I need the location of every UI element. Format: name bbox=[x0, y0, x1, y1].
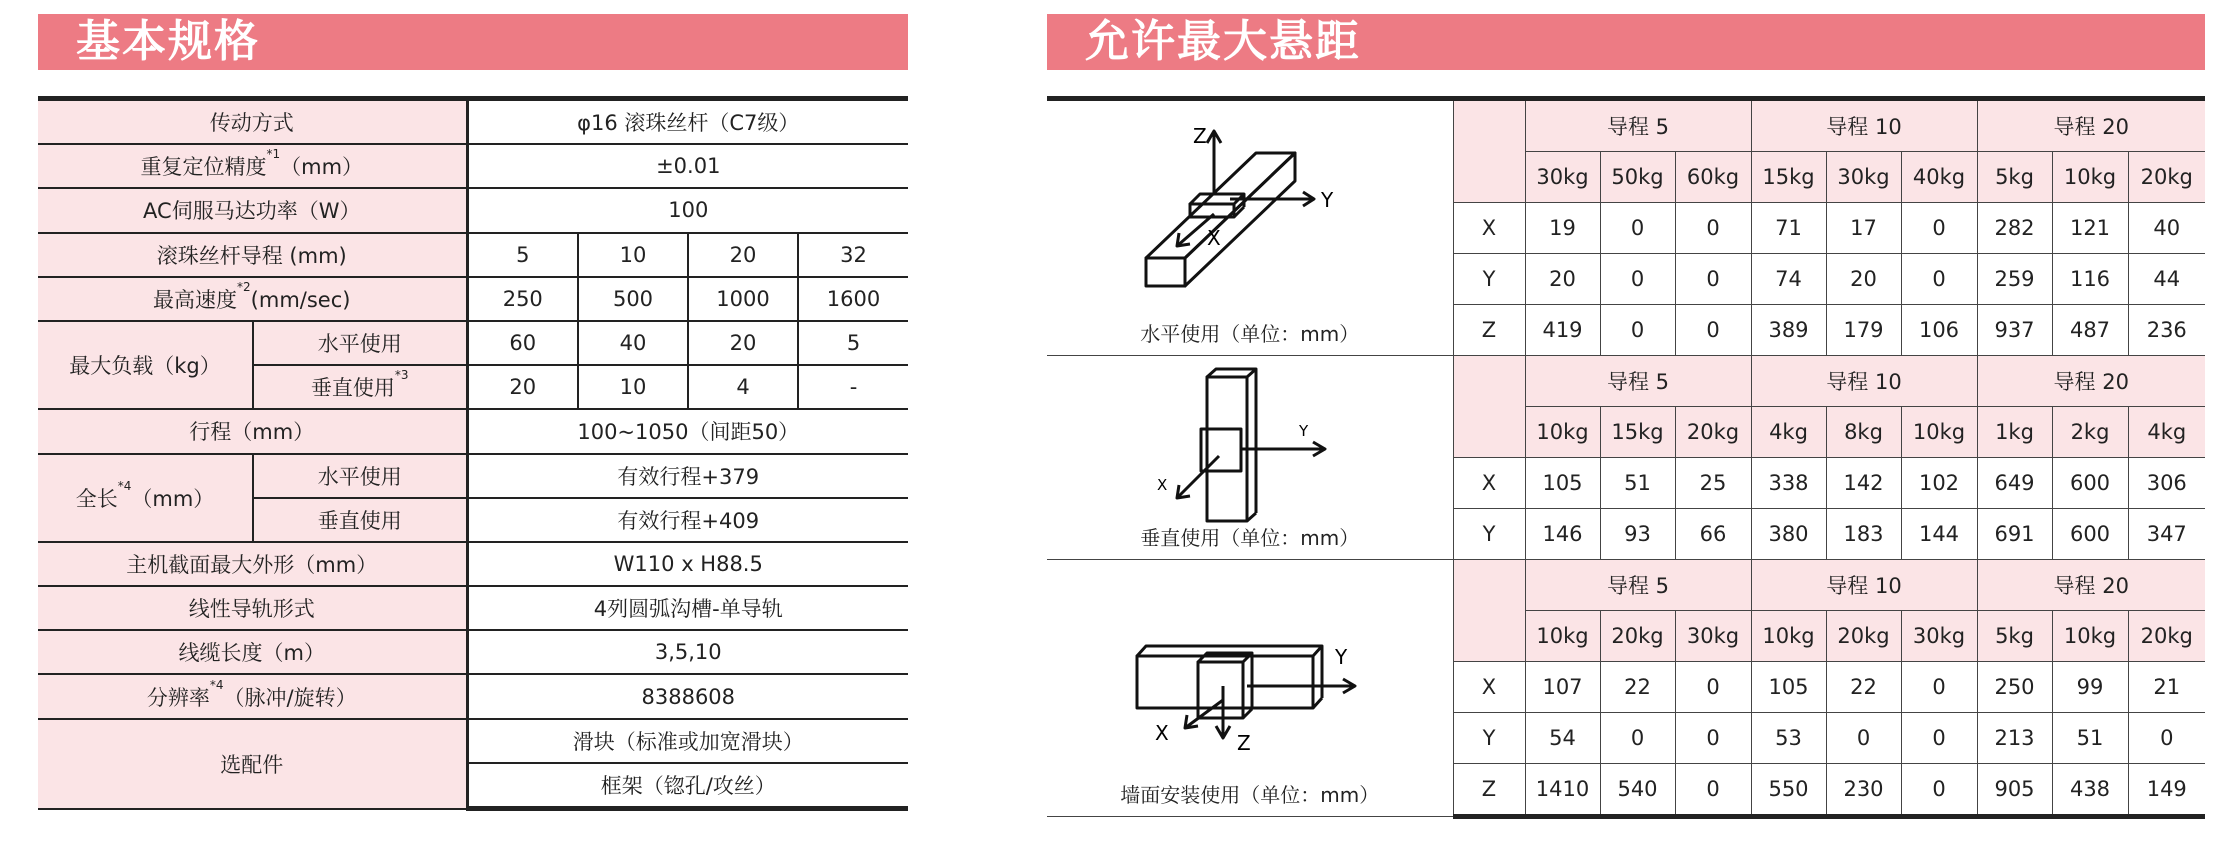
group-wall-lead-row bbox=[1047, 560, 2205, 611]
overhang-value: 51 bbox=[2052, 713, 2128, 764]
overhang-value: 438 bbox=[2052, 764, 2128, 817]
overhang-value: 0 bbox=[1901, 203, 1977, 254]
spec-label: 最大负载（kg） bbox=[38, 321, 253, 409]
overhang-value: 71 bbox=[1751, 203, 1826, 254]
overhang-value: 0 bbox=[1600, 305, 1675, 356]
overhang-value: 20 bbox=[1525, 254, 1600, 305]
footnote-mark: *3 bbox=[394, 368, 409, 383]
axis-cell: Z bbox=[1453, 305, 1525, 356]
load-header: 8kg bbox=[1826, 407, 1901, 458]
spec-value: W110 x H88.5 bbox=[467, 542, 908, 586]
axis-label-z: Z bbox=[1193, 124, 1207, 148]
overhang-value: 99 bbox=[2052, 662, 2128, 713]
overhang-value: 142 bbox=[1826, 458, 1901, 509]
load-header: 30kg bbox=[1826, 152, 1901, 203]
axis-label-y: Y bbox=[1321, 188, 1334, 212]
footnote-mark: *2 bbox=[237, 279, 251, 294]
axis-cell: X bbox=[1453, 458, 1525, 509]
spec-label: 最高速度$^{*2}$(mm/sec) bbox=[38, 277, 467, 321]
spec-value: φ16 滚珠丝杆（C7级） bbox=[467, 99, 908, 145]
axis-header-cell bbox=[1453, 356, 1525, 458]
vertical-diagram-cell bbox=[1047, 356, 1453, 560]
spec-value: 5 bbox=[798, 321, 908, 365]
spec-label: 传动方式 bbox=[38, 99, 467, 145]
spec-label: 全长$^{*4}$（mm） bbox=[38, 454, 253, 542]
overhang-value: 0 bbox=[1901, 254, 1977, 305]
spec-value: 框架（锪孔/攻丝） bbox=[467, 763, 908, 809]
axis-header-cell bbox=[1453, 560, 1525, 662]
spec-row-length-horizontal bbox=[38, 454, 908, 498]
spec-value: - bbox=[798, 365, 908, 409]
overhang-value: 107 bbox=[1525, 662, 1600, 713]
spec-value: 有效行程+409 bbox=[467, 498, 908, 542]
overhang-value: 93 bbox=[1600, 509, 1675, 560]
load-header: 50kg bbox=[1600, 152, 1675, 203]
spec-row-options-1 bbox=[38, 719, 908, 763]
diagram-caption: 墙面安装使用（单位：mm） bbox=[1120, 783, 1380, 807]
load-header: 1kg bbox=[1977, 407, 2052, 458]
load-header: 30kg bbox=[1675, 611, 1751, 662]
overhang-value: 649 bbox=[1977, 458, 2052, 509]
lead-header: 导程 20 bbox=[1977, 356, 2205, 407]
load-header: 60kg bbox=[1675, 152, 1751, 203]
overhang-value: 106 bbox=[1901, 305, 1977, 356]
overhang-value: 149 bbox=[2128, 764, 2205, 817]
spec-label: AC伺服马达功率（W） bbox=[38, 188, 467, 232]
load-header: 4kg bbox=[1751, 407, 1826, 458]
overhang-value: 213 bbox=[1977, 713, 2052, 764]
spec-row-drive bbox=[38, 99, 908, 145]
overhang-value: 66 bbox=[1675, 509, 1751, 560]
overhang-value: 146 bbox=[1525, 509, 1600, 560]
spec-value: 10 bbox=[578, 365, 688, 409]
load-header: 20kg bbox=[1675, 407, 1751, 458]
overhang-value: 306 bbox=[2128, 458, 2205, 509]
spec-value: 500 bbox=[578, 277, 688, 321]
lead-header: 导程 10 bbox=[1751, 560, 1977, 611]
diagram-caption: 垂直使用（单位：mm） bbox=[1140, 526, 1360, 550]
overhang-value: 0 bbox=[1600, 713, 1675, 764]
overhang-value: 0 bbox=[1901, 713, 1977, 764]
axis-label-x: X bbox=[1157, 476, 1168, 494]
overhang-value: 540 bbox=[1600, 764, 1675, 817]
spec-value: 有效行程+379 bbox=[467, 454, 908, 498]
overhang-value: 51 bbox=[1600, 458, 1675, 509]
diagram-caption: 水平使用（单位：mm） bbox=[1140, 322, 1360, 346]
footnote-mark: *1 bbox=[266, 147, 281, 162]
load-header: 20kg bbox=[2128, 611, 2205, 662]
spec-value: 10 bbox=[578, 233, 688, 277]
spec-value: 20 bbox=[467, 365, 578, 409]
axis-cell: Z bbox=[1453, 764, 1525, 817]
load-header: 40kg bbox=[1901, 152, 1977, 203]
overhang-value: 0 bbox=[1675, 764, 1751, 817]
spec-label: 线性导轨形式 bbox=[38, 586, 467, 630]
overhang-value: 0 bbox=[1675, 254, 1751, 305]
overhang-value: 0 bbox=[1901, 764, 1977, 817]
spec-label: 行程（mm） bbox=[38, 409, 467, 453]
axis-cell: X bbox=[1453, 662, 1525, 713]
overhang-value: 0 bbox=[1675, 203, 1751, 254]
axis-header-cell bbox=[1453, 99, 1525, 203]
load-header: 10kg bbox=[1525, 611, 1600, 662]
load-header: 20kg bbox=[1600, 611, 1675, 662]
overhang-value: 600 bbox=[2052, 458, 2128, 509]
overhang-value: 74 bbox=[1751, 254, 1826, 305]
overhang-value: 905 bbox=[1977, 764, 2052, 817]
overhang-banner bbox=[1047, 14, 2205, 70]
load-header: 5kg bbox=[1977, 611, 2052, 662]
overhang-value: 487 bbox=[2052, 305, 2128, 356]
load-header: 20kg bbox=[1826, 611, 1901, 662]
spec-value: 250 bbox=[467, 277, 578, 321]
overhang-value: 937 bbox=[1977, 305, 2052, 356]
spec-row-lead bbox=[38, 233, 908, 277]
overhang-title: 允许最大悬距 bbox=[1085, 16, 1361, 67]
axis-cell: Y bbox=[1453, 509, 1525, 560]
load-header: 30kg bbox=[1525, 152, 1600, 203]
spec-row-motor bbox=[38, 188, 908, 232]
spec-row-load-horizontal bbox=[38, 321, 908, 365]
load-header: 15kg bbox=[1600, 407, 1675, 458]
overhang-value: 102 bbox=[1901, 458, 1977, 509]
overhang-value: 19 bbox=[1525, 203, 1600, 254]
spec-value: 40 bbox=[578, 321, 688, 365]
overhang-value: 347 bbox=[2128, 509, 2205, 560]
spec-row-section bbox=[38, 542, 908, 586]
spec-label: 主机截面最大外形（mm） bbox=[38, 542, 467, 586]
group-horizontal-lead-row bbox=[1047, 99, 2205, 152]
overhang-value: 144 bbox=[1901, 509, 1977, 560]
overhang-value: 20 bbox=[1826, 254, 1901, 305]
spec-value: 100 bbox=[467, 188, 908, 232]
spec-row-repeatability bbox=[38, 144, 908, 188]
spec-value: ±0.01 bbox=[467, 144, 908, 188]
overhang-table bbox=[1047, 96, 2205, 819]
overhang-value: 17 bbox=[1826, 203, 1901, 254]
spec-table bbox=[38, 96, 908, 811]
spec-sublabel: 水平使用 bbox=[253, 321, 467, 365]
overhang-value: 691 bbox=[1977, 509, 2052, 560]
horizontal-diagram-cell bbox=[1047, 99, 1453, 356]
overhang-value: 419 bbox=[1525, 305, 1600, 356]
overhang-value: 0 bbox=[1675, 662, 1751, 713]
spec-label: 选配件 bbox=[38, 719, 467, 809]
footnote-mark: *4 bbox=[117, 478, 132, 493]
load-header: 5kg bbox=[1977, 152, 2052, 203]
wall-diagram-cell bbox=[1047, 560, 1453, 817]
load-header: 10kg bbox=[2052, 611, 2128, 662]
spec-value: 滑块（标准或加宽滑块） bbox=[467, 719, 908, 763]
overhang-value: 1410 bbox=[1525, 764, 1600, 817]
overhang-value: 25 bbox=[1675, 458, 1751, 509]
overhang-value: 338 bbox=[1751, 458, 1826, 509]
overhang-value: 54 bbox=[1525, 713, 1600, 764]
overhang-value: 105 bbox=[1525, 458, 1600, 509]
spec-sublabel: 垂直使用$^{*3}$ bbox=[253, 365, 467, 409]
overhang-value: 0 bbox=[1901, 662, 1977, 713]
overhang-value: 116 bbox=[2052, 254, 2128, 305]
lead-header: 导程 20 bbox=[1977, 560, 2205, 611]
overhang-value: 0 bbox=[1675, 305, 1751, 356]
spec-label: 滚珠丝杆导程 (mm) bbox=[38, 233, 467, 277]
overhang-value: 282 bbox=[1977, 203, 2052, 254]
footnote-mark: *4 bbox=[209, 677, 224, 692]
overhang-value: 179 bbox=[1826, 305, 1901, 356]
load-header: 15kg bbox=[1751, 152, 1826, 203]
spec-value: 100~1050（间距50） bbox=[467, 409, 908, 453]
overhang-value: 0 bbox=[1826, 713, 1901, 764]
load-header: 2kg bbox=[2052, 407, 2128, 458]
spec-value: 60 bbox=[467, 321, 578, 365]
spec-value: 32 bbox=[798, 233, 908, 277]
overhang-value: 53 bbox=[1751, 713, 1826, 764]
overhang-value: 380 bbox=[1751, 509, 1826, 560]
load-header: 10kg bbox=[1901, 407, 1977, 458]
overhang-value: 44 bbox=[2128, 254, 2205, 305]
spec-value: 5 bbox=[467, 233, 578, 277]
axis-label-z: Z bbox=[1237, 731, 1251, 755]
spec-value: 20 bbox=[688, 233, 798, 277]
spec-label: 线缆长度（m） bbox=[38, 630, 467, 674]
lead-header: 导程 10 bbox=[1751, 99, 1977, 152]
axis-cell: Y bbox=[1453, 713, 1525, 764]
overhang-value: 0 bbox=[2128, 713, 2205, 764]
spec-row-cable bbox=[38, 630, 908, 674]
spec-label: 重复定位精度$^{*1}$（mm） bbox=[38, 144, 467, 188]
axis-cell: Y bbox=[1453, 254, 1525, 305]
axis-label-y: Y bbox=[1299, 422, 1309, 440]
lead-header: 导程 5 bbox=[1525, 560, 1751, 611]
spec-value: 20 bbox=[688, 321, 798, 365]
specs-title: 基本规格 bbox=[76, 16, 260, 67]
spec-row-stroke bbox=[38, 409, 908, 453]
overhang-value: 550 bbox=[1751, 764, 1826, 817]
spec-value: 8388608 bbox=[467, 674, 908, 718]
spec-value: 1600 bbox=[798, 277, 908, 321]
spec-value: 3,5,10 bbox=[467, 630, 908, 674]
overhang-value: 40 bbox=[2128, 203, 2205, 254]
spec-row-guide bbox=[38, 586, 908, 630]
specs-banner bbox=[38, 14, 908, 70]
axis-label-y: Y bbox=[1335, 645, 1348, 669]
load-header: 10kg bbox=[1525, 407, 1600, 458]
overhang-value: 0 bbox=[1675, 713, 1751, 764]
overhang-value: 121 bbox=[2052, 203, 2128, 254]
spec-label: 分辨率$^{*4}$（脉冲/旋转） bbox=[38, 674, 467, 718]
overhang-value: 250 bbox=[1977, 662, 2052, 713]
axis-cell: X bbox=[1453, 203, 1525, 254]
lead-header: 导程 10 bbox=[1751, 356, 1977, 407]
load-header: 4kg bbox=[2128, 407, 2205, 458]
overhang-value: 22 bbox=[1826, 662, 1901, 713]
axis-label-x: X bbox=[1155, 721, 1169, 745]
lead-header: 导程 5 bbox=[1525, 356, 1751, 407]
overhang-value: 600 bbox=[2052, 509, 2128, 560]
spec-sublabel: 垂直使用 bbox=[253, 498, 467, 542]
lead-header: 导程 20 bbox=[1977, 99, 2205, 152]
group-vertical-lead-row bbox=[1047, 356, 2205, 407]
overhang-value: 236 bbox=[2128, 305, 2205, 356]
overhang-value: 105 bbox=[1751, 662, 1826, 713]
spec-row-speed bbox=[38, 277, 908, 321]
spec-value: 4列圆弧沟槽-单导轨 bbox=[467, 586, 908, 630]
load-header: 30kg bbox=[1901, 611, 1977, 662]
overhang-value: 183 bbox=[1826, 509, 1901, 560]
load-header: 10kg bbox=[2052, 152, 2128, 203]
overhang-value: 389 bbox=[1751, 305, 1826, 356]
overhang-value: 22 bbox=[1600, 662, 1675, 713]
axis-label-x: X bbox=[1207, 226, 1221, 250]
spec-row-resolution bbox=[38, 674, 908, 718]
overhang-value: 259 bbox=[1977, 254, 2052, 305]
overhang-value: 21 bbox=[2128, 662, 2205, 713]
load-header: 10kg bbox=[1751, 611, 1826, 662]
overhang-value: 230 bbox=[1826, 764, 1901, 817]
spec-value: 1000 bbox=[688, 277, 798, 321]
overhang-value: 0 bbox=[1600, 203, 1675, 254]
overhang-value: 0 bbox=[1600, 254, 1675, 305]
spec-value: 4 bbox=[688, 365, 798, 409]
load-header: 20kg bbox=[2128, 152, 2205, 203]
spec-sublabel: 水平使用 bbox=[253, 454, 467, 498]
lead-header: 导程 5 bbox=[1525, 99, 1751, 152]
